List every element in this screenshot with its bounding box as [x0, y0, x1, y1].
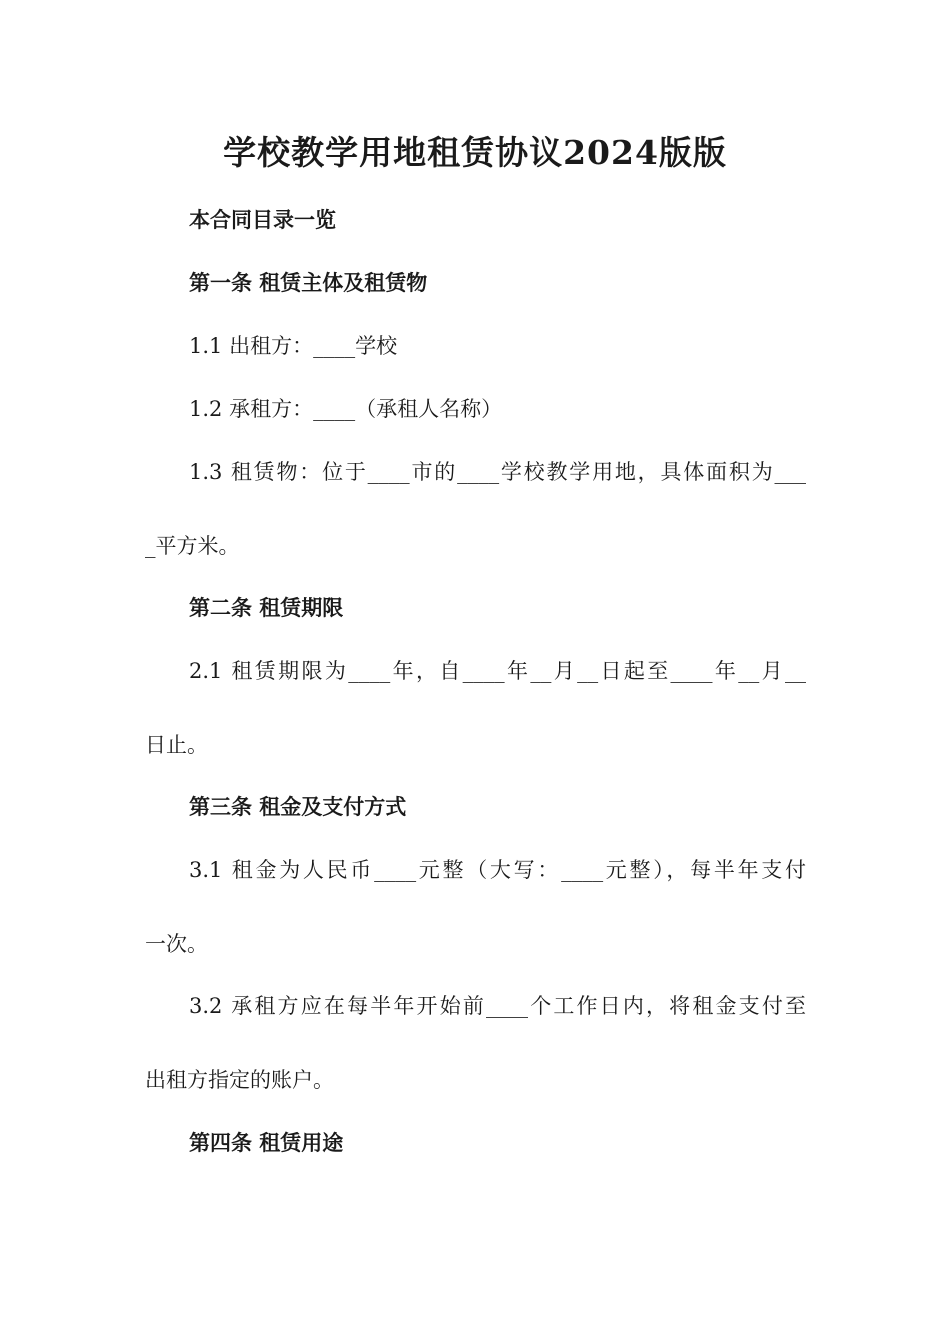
clause-1-3-line2: _平方米。 [145, 534, 240, 558]
clause-2-1-line2: 日止。 [145, 733, 208, 757]
clause-2-1-line1: 2.1 租赁期限为____年，自____年__月__日起至____年__月__ [189, 659, 806, 683]
document-title: 学校教学用地租赁协议2024版版 [223, 133, 727, 172]
clause-3-2-line2: 出租方指定的账户。 [145, 1068, 334, 1092]
article-3-heading: 第三条 租金及支付方式 [189, 794, 407, 819]
clause-3-2-line1: 3.2 承租方应在每半年开始前____个工作日内，将租金支付至 [189, 994, 806, 1018]
article-1-heading: 第一条 租赁主体及租赁物 [189, 270, 428, 295]
clause-1-3-line1: 1.3 租赁物：位于____市的____学校教学用地，具体面积为___ [189, 460, 806, 484]
clause-1-2: 1.2 承租方：____（承租人名称） [189, 397, 503, 421]
clause-3-1-line2: 一次。 [145, 932, 208, 956]
clause-1-1: 1.1 出租方：____学校 [189, 334, 398, 358]
article-4-heading: 第四条 租赁用途 [189, 1130, 344, 1155]
toc-heading: 本合同目录一览 [189, 207, 336, 232]
clause-3-1-line1: 3.1 租金为人民币____元整（大写：____元整），每半年支付 [189, 858, 806, 882]
article-2-heading: 第二条 租赁期限 [189, 595, 344, 620]
